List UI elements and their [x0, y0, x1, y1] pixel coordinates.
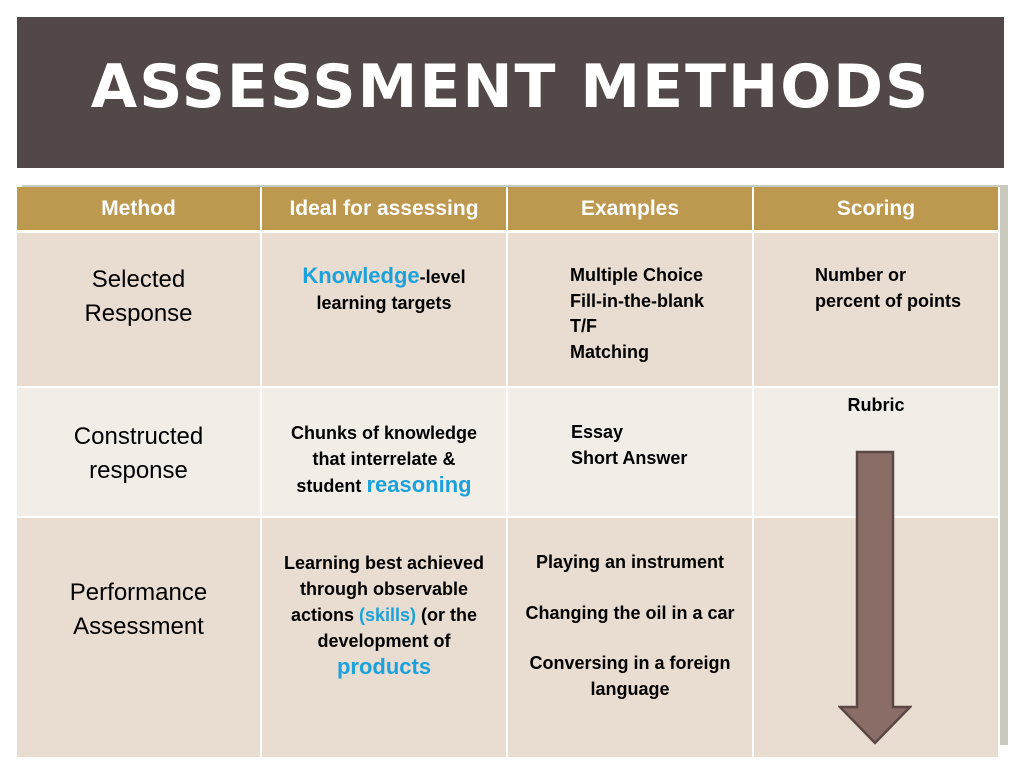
header-examples: Examples — [508, 187, 754, 233]
row3-ideal-line1: Learning best achieved — [283, 553, 485, 573]
row1-method-line1: Selected — [91, 266, 186, 293]
row2-ideal — [262, 388, 506, 499]
row3-ideal-line4: development of — [317, 631, 451, 651]
row2-examples-cell — [508, 388, 754, 518]
down-arrow-icon — [838, 450, 912, 746]
row1-ideal-highlight: Knowledge — [302, 263, 420, 288]
row1-ideal — [262, 233, 506, 316]
header-scoring: Scoring — [754, 187, 1000, 233]
row1-method — [17, 233, 260, 331]
row3-method-cell — [17, 518, 262, 759]
example-item: Fill-in-the-blank — [570, 290, 704, 311]
row3-ideal-line2: through observable — [299, 579, 469, 599]
row1-ideal-line2: learning targets — [316, 293, 452, 313]
example-item: Changing the oil in a car — [525, 602, 735, 623]
row3-examples — [508, 518, 752, 702]
row3-method-line1: Performance — [69, 579, 208, 606]
example-item: Essay — [571, 422, 624, 442]
row3-ideal-highlight1: (skills) — [359, 605, 417, 625]
row2-ideal-cell — [262, 388, 508, 518]
row1-scoring — [754, 233, 998, 314]
row2-ideal-highlight: reasoning — [366, 472, 472, 497]
row2-method-line1: Constructed — [73, 423, 204, 450]
slide-title: ASSESSMENT METHODS — [90, 51, 931, 122]
example-item: Conversing in a foreign — [529, 653, 731, 673]
scoring-line: Rubric — [847, 395, 905, 415]
row3-ideal-prefix: actions — [290, 605, 354, 625]
row2-ideal-line2: that interrelate & — [312, 449, 456, 469]
row3-examples-cell — [508, 518, 754, 759]
example-item: Multiple Choice — [570, 265, 704, 285]
example-item: Playing an instrument — [535, 552, 725, 572]
row3-method — [17, 518, 260, 644]
row3-ideal — [262, 518, 506, 680]
row3-ideal-cell — [262, 518, 508, 759]
row1-examples-cell — [508, 233, 754, 388]
row2-ideal-prefix: student — [296, 476, 362, 496]
title-banner — [17, 17, 1004, 168]
row1-method-cell — [17, 233, 262, 388]
example-item: Short Answer — [571, 447, 688, 468]
row1-scoring-cell — [754, 233, 1000, 388]
row1-ideal-suffix: -level — [419, 267, 466, 287]
header-ideal: Ideal for assessing — [262, 187, 508, 233]
example-item: Matching — [570, 341, 649, 362]
header-method: Method — [17, 187, 262, 233]
row2-examples — [508, 388, 752, 471]
row2-method — [17, 388, 260, 488]
row3-ideal-suffix: (or the — [421, 605, 478, 625]
row1-examples — [508, 233, 752, 365]
row2-method-line2: response — [89, 457, 188, 484]
row2-scoring — [754, 388, 998, 419]
row3-ideal-highlight2: products — [336, 654, 432, 679]
example-item: language — [590, 678, 670, 699]
scoring-line: Number or — [815, 265, 907, 285]
scoring-line: percent of points — [815, 290, 962, 311]
row2-ideal-line1: Chunks of knowledge — [290, 423, 477, 443]
row1-method-line2: Response — [84, 300, 193, 327]
row3-method-line2: Assessment — [73, 613, 204, 640]
row2-method-cell — [17, 388, 262, 518]
example-item: T/F — [570, 316, 597, 336]
row1-ideal-cell — [262, 233, 508, 388]
